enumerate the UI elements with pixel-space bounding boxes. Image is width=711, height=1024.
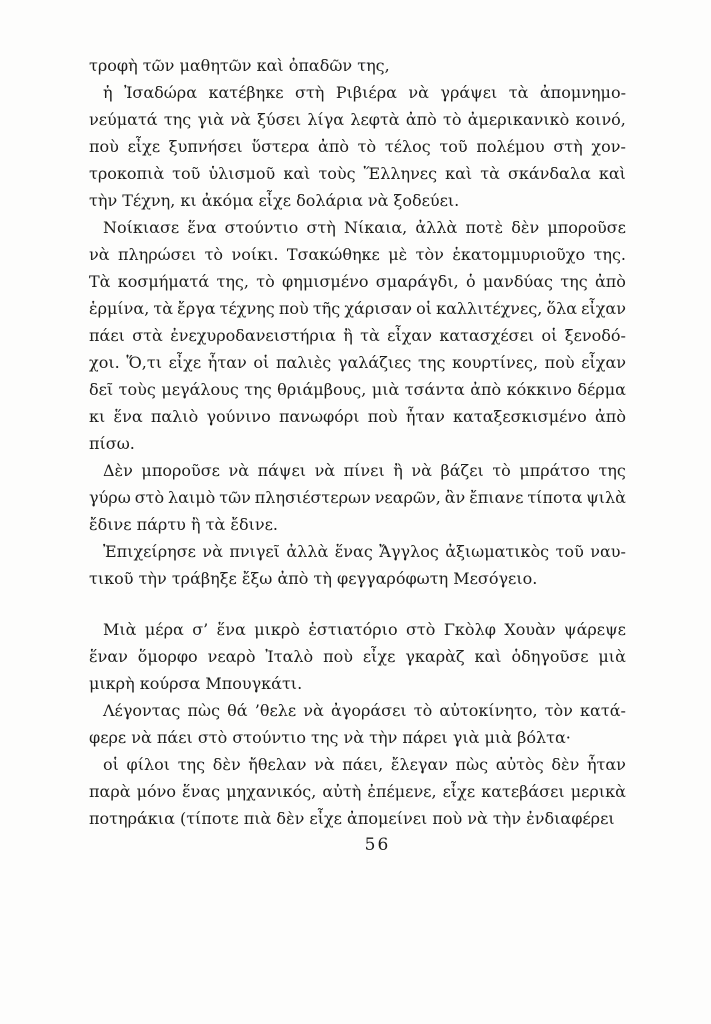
word: οἱ — [253, 353, 270, 372]
word: σμαράγδι, — [375, 272, 459, 291]
word: νὰ — [303, 701, 324, 720]
word: αὐτὸς — [495, 755, 544, 774]
word: παλιὲς — [275, 353, 332, 372]
text-line — [89, 241, 626, 268]
word: μανδύας — [482, 272, 553, 291]
word: καὶ — [445, 164, 473, 183]
word: τέχνης — [219, 299, 275, 318]
word: ἀπὸ — [594, 272, 626, 291]
word: της — [177, 755, 206, 774]
word: παλιὸ — [150, 407, 199, 426]
word: τσάντα — [404, 380, 465, 399]
text-line — [89, 457, 626, 484]
word: Νίκαια, — [344, 218, 408, 237]
word: ποὺ — [278, 299, 309, 318]
word: πληρώσει — [117, 245, 197, 264]
text-line — [89, 751, 626, 778]
word: τὰ — [508, 83, 529, 102]
word: μηχανικός, — [226, 782, 317, 801]
word: τὸ — [443, 110, 462, 129]
word: λαιμὸ — [168, 488, 216, 507]
text-line — [89, 403, 626, 430]
word: εἶχαν — [581, 353, 626, 372]
word: ἕνα — [113, 407, 143, 426]
word: κατεβάσει — [481, 782, 565, 801]
word: νὰ — [89, 245, 110, 264]
word: πλησιέστερων — [254, 488, 371, 507]
word: μόνο — [136, 782, 176, 801]
word: ποὺ — [89, 137, 119, 156]
word: νὰ — [230, 110, 251, 129]
word: κατέβηκε — [208, 83, 284, 102]
word: στὸ — [134, 488, 165, 507]
word: Δὲν — [103, 461, 133, 480]
word: φημισμένο — [282, 272, 369, 291]
word: ἀπὸ — [405, 110, 437, 129]
text-line — [89, 484, 626, 511]
word: δὲν — [551, 755, 580, 774]
word: εἶχε — [362, 647, 396, 666]
word: ἕνα — [216, 620, 246, 639]
word: λίγα — [307, 110, 345, 129]
word: κοσμήματά — [117, 272, 210, 291]
word: πάψει — [257, 461, 307, 480]
word: ὁ — [465, 272, 476, 291]
word: τὸν — [415, 245, 444, 264]
word: Γκὸλφ — [443, 620, 496, 639]
word: νεαρὸ — [207, 647, 256, 666]
word: κουρτίνες, — [452, 353, 539, 372]
word: Λέγοντας — [103, 701, 181, 720]
word: λεφτὰ — [350, 110, 400, 129]
word: θά — [227, 701, 248, 720]
word: φίλοι — [126, 755, 171, 774]
text-line: τὴν Τέχνη, κι ἀκόμα εἶχε δολάρια νὰ ξοδεύει. — [89, 191, 460, 210]
text-line — [89, 616, 626, 643]
word: στὸ — [406, 620, 436, 639]
word: κατά- — [580, 701, 626, 720]
word: στὴ — [553, 137, 583, 156]
word: μπράτσο — [519, 461, 590, 480]
word: τὸ — [204, 245, 224, 264]
word: τέλος — [384, 137, 431, 156]
word: τὰ — [153, 299, 174, 318]
word: ἀλλὰ — [415, 218, 458, 237]
word: μποροῦσε — [547, 218, 626, 237]
word: τὰ — [360, 326, 380, 345]
word: ἀπομνημο- — [539, 83, 626, 102]
word: ποὺ — [323, 647, 353, 666]
word: παρὰ — [89, 782, 131, 801]
word: δεῖ — [89, 380, 114, 399]
word: τοῦ — [439, 137, 468, 156]
word: ἤθελαν — [248, 755, 307, 774]
text-line — [89, 538, 626, 565]
word: ψάρεψε — [564, 620, 626, 639]
word: ’θελε — [254, 701, 297, 720]
text-line — [89, 349, 626, 376]
word: ἐπέμενε, — [367, 782, 437, 801]
word: Ὅ,τι — [126, 353, 162, 372]
word: τῶν — [219, 488, 251, 507]
word: της. — [593, 245, 626, 264]
word: γιὰ — [197, 110, 225, 129]
word: γράψει — [440, 83, 498, 102]
word: ἡ — [103, 83, 113, 102]
word: ἀπὸ — [318, 137, 349, 156]
word: Τσακώθηκε — [286, 245, 380, 264]
text-line: ἔδινε πάρτυ ἢ τὰ ἔδινε. — [89, 515, 278, 534]
word: γαλάζιες — [337, 353, 412, 372]
word: τὸ — [357, 137, 377, 156]
word: ἔλεγαν — [390, 755, 448, 774]
word: κι — [89, 407, 106, 426]
word: πάει — [89, 326, 125, 345]
word: κοινό, — [575, 110, 626, 129]
word: ποτὲ — [465, 218, 504, 237]
word: ἀλλὰ — [286, 542, 329, 561]
word: νὰ — [408, 83, 429, 102]
word: γκαρὰζ — [405, 647, 465, 666]
word: ἦταν — [207, 353, 247, 372]
word: ποὺ — [367, 407, 398, 426]
text-line — [89, 106, 626, 133]
word: Ριβιέρα — [335, 83, 397, 102]
word: της — [418, 353, 446, 372]
word: ἀξιωματικὸς — [445, 542, 550, 561]
word: ἔργα — [177, 299, 216, 318]
word: ἕνα — [187, 218, 217, 237]
word: μποροῦσε — [141, 461, 220, 480]
word: ἕνας — [182, 782, 221, 801]
word: ναυ- — [590, 542, 626, 561]
word: οἱ — [416, 299, 432, 318]
word: ἐνεχυροδανειστήρια — [170, 326, 336, 345]
word: μέρα — [144, 620, 184, 639]
word: ἢ — [393, 461, 403, 480]
page-text-block — [89, 52, 626, 832]
text-line — [89, 697, 626, 724]
word: αὐτὴ — [322, 782, 362, 801]
word: Ἐπιχείρησε — [103, 542, 196, 561]
word: Ἄγγλος — [379, 542, 439, 561]
word: εἶχε — [442, 782, 476, 801]
word: τοὺς — [118, 380, 156, 399]
text-line — [89, 376, 626, 403]
text-line — [89, 160, 626, 187]
word: νὰ — [411, 461, 432, 480]
word: της — [163, 110, 192, 129]
word: Μιὰ — [103, 620, 137, 639]
word: ἦταν — [405, 407, 445, 426]
word: χάρισαν — [344, 299, 412, 318]
word: εἶχε — [127, 137, 161, 156]
word: νὰ — [314, 461, 336, 480]
word: ἑρμίνα, — [89, 299, 150, 318]
word: τὸν — [544, 701, 573, 720]
text-line: ποτηράκια (τίποτε πιὰ δὲν εἶχε ἀπομείνει ποὺ νὰ τὴν ἐνδιαφέρει — [89, 809, 615, 828]
word: χοι. — [89, 353, 120, 372]
word: πὼς — [455, 755, 489, 774]
word: τὰ — [480, 164, 500, 183]
word: ὅλα — [546, 299, 578, 318]
page-number: 56 — [364, 835, 391, 855]
text-line: τροφὴ τῶν μαθητῶν καὶ ὀπαδῶν της, — [89, 56, 390, 75]
word: πνιγεῖ — [229, 542, 280, 561]
word: ποὺ — [544, 353, 575, 372]
word: τὸ — [492, 461, 511, 480]
word: νεαρῶν, — [374, 488, 441, 507]
word: οἱ — [541, 326, 558, 345]
word: εἶχαν — [581, 299, 626, 318]
word: τροκοπιὰ — [89, 164, 165, 183]
word: χον- — [591, 137, 626, 156]
word: καλλιτέχνες, — [436, 299, 543, 318]
text-line — [89, 778, 626, 805]
word: νοίκι. — [231, 245, 279, 264]
word: δὲν — [511, 218, 540, 237]
word: ἀπὸ — [470, 380, 502, 399]
text-line: μικρὴ κούρσα Μπουγκάτι. — [89, 674, 303, 693]
word: οἱ — [103, 755, 119, 774]
word: μερικὰ — [570, 782, 626, 801]
word: δέρμα — [577, 380, 626, 399]
text-line — [89, 643, 626, 670]
word: τὸ — [413, 701, 433, 720]
word: ἦταν — [586, 755, 626, 774]
word: ὑλισμοῦ — [208, 164, 276, 183]
text-line — [89, 214, 626, 241]
word: Τὰ — [89, 272, 111, 291]
text-line — [89, 322, 626, 349]
word: ἑστιατόριο — [308, 620, 398, 639]
word: ἂν — [444, 488, 466, 507]
text-line: φερε νὰ πάει στὸ στούντιο της νὰ τὴν πάρει γιὰ μιὰ βόλτα· — [89, 728, 571, 747]
word: βάζει — [440, 461, 484, 480]
word: πὼς — [187, 701, 221, 720]
word: ὁδηγοῦσε — [511, 647, 589, 666]
word: τοῦ — [555, 542, 584, 561]
word: της — [560, 272, 588, 291]
text-line — [89, 268, 626, 295]
word: σκάνδαλα — [507, 164, 591, 183]
word: ψιλὰ — [586, 488, 626, 507]
word: ἀγοράσει — [330, 701, 407, 720]
word: δὲν — [212, 755, 241, 774]
word: Χουὰν — [504, 620, 556, 639]
word: κατασχέσει — [439, 326, 535, 345]
word: της — [244, 380, 272, 399]
word: στούντιο — [224, 218, 299, 237]
word: στὴ — [295, 83, 325, 102]
word: γούνινο — [206, 407, 271, 426]
word: καὶ — [283, 164, 311, 183]
word: τῆς — [312, 299, 341, 318]
word: της — [598, 461, 626, 480]
text-line — [89, 79, 626, 106]
word: ὕστερα — [251, 137, 310, 156]
word: τὸ — [256, 272, 275, 291]
word: πάει, — [342, 755, 384, 774]
text-line — [89, 133, 626, 160]
word: τοὺς — [318, 164, 356, 183]
word: καταξεσκισμένο — [453, 407, 587, 426]
word: νὰ — [202, 542, 223, 561]
text-line — [89, 295, 626, 322]
word: πολέμου — [476, 137, 545, 156]
word: μικρὸ — [254, 620, 300, 639]
word: εἶχε — [168, 353, 202, 372]
word: Ἕλληνες — [363, 164, 438, 183]
word: στὰ — [132, 326, 163, 345]
word: νὰ — [314, 755, 335, 774]
word: μὲ — [388, 245, 408, 264]
word: μιὰ — [598, 647, 626, 666]
word: ἢ — [343, 326, 353, 345]
word: καὶ — [598, 164, 626, 183]
word: της, — [216, 272, 249, 291]
text-line: τικοῦ τὴν τράβηξε ἔξω ἀπὸ τὴ φεγγαρόφωτη Μεσόγειο. — [89, 569, 538, 588]
word: ὅμορφο — [137, 647, 198, 666]
word: στὴ — [306, 218, 336, 237]
word: μιὰ — [371, 380, 400, 399]
word: ξυπνήσει — [168, 137, 243, 156]
word: καὶ — [474, 647, 502, 666]
word: πίνει — [343, 461, 385, 480]
word: ἀπὸ — [595, 407, 626, 426]
word: σ’ — [192, 620, 209, 639]
word: κόκκινο — [506, 380, 572, 399]
word: ἕναν — [89, 647, 128, 666]
word: ξενοδό- — [564, 326, 626, 345]
word: ἀμερικανικὸ — [467, 110, 570, 129]
word: αὐτοκίνητο, — [439, 701, 538, 720]
text-line: πίσω. — [89, 434, 135, 453]
word: τοῦ — [172, 164, 201, 183]
word: γύρω — [89, 488, 131, 507]
word: πανωφόρι — [278, 407, 360, 426]
word: τίποτα — [527, 488, 583, 507]
word: Ἰταλὸ — [265, 647, 314, 666]
word: Νοίκιασε — [103, 218, 180, 237]
word: νὰ — [228, 461, 250, 480]
word: ἑκατομμυριοῦχο — [452, 245, 586, 264]
word: ξύσει — [257, 110, 302, 129]
word: μεγάλους — [161, 380, 239, 399]
word: νεύματά — [89, 110, 158, 129]
word: θριάμβους, — [277, 380, 367, 399]
word: Ἰσαδώρα — [124, 83, 198, 102]
word: ἔπιανε — [469, 488, 524, 507]
word: ἕνας — [334, 542, 373, 561]
word: εἶχαν — [387, 326, 432, 345]
